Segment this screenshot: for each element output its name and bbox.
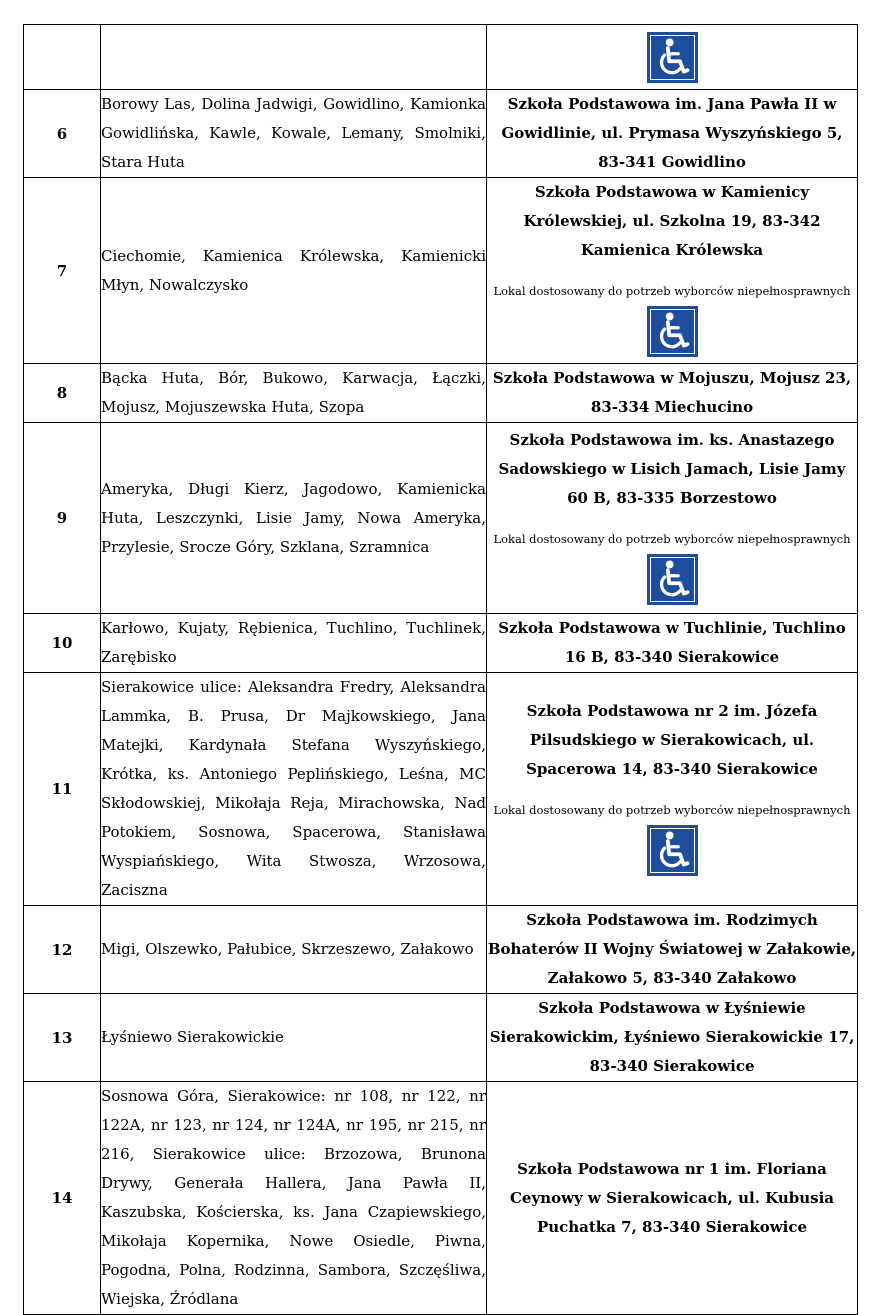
table-row <box>24 614 858 673</box>
table-row <box>24 90 858 178</box>
polling-place-name: Szkoła Podstawowa w Kamienicy Królewskiej, ul. Szkolna 19, 83-342 Kamienica Królewska <box>523 183 821 259</box>
accessibility-note: Lokal dostosowany do potrzeb wyborców niepełnosprawnych <box>493 802 851 817</box>
district-areas <box>101 25 487 90</box>
district-number: 12 <box>24 906 101 994</box>
polling-place-name: Szkoła Podstawowa nr 1 im. Floriana Ceynowy w Sierakowicach, ul. Kubusia Puchatka 7, 83-340 Sierakowice <box>509 1159 835 1236</box>
district-number: 14 <box>24 1082 101 1315</box>
district-areas: Borowy Las, Dolina Jadwigi, Gowidlino, Kamionka Gowidlińska, Kawle, Kowale, Lemany, Smolniki, Stara Huta <box>101 90 487 178</box>
district-areas: Ciechomie, Kamienica Królewska, Kamienicki Młyn, Nowalczysko <box>101 178 487 364</box>
district-number: 7 <box>24 178 101 364</box>
polling-place <box>487 1082 858 1315</box>
district-areas: Migi, Olszewko, Pałubice, Skrzeszewo, Załakowo <box>101 906 487 994</box>
polling-districts-table <box>23 24 858 1315</box>
polling-place <box>487 673 858 906</box>
polling-place <box>487 90 858 178</box>
district-areas: Sierakowice ulice: Aleksandra Fredry, Aleksandra Lammka, B. Prusa, Dr Majkowskiego, Jana Matejki, Kardynała Stefana Wyszyńskiego, Krótka, ks. Antoniego Peplińskiego, Leśna, MC Skłodowskiej, Mikołaja Reja, Mirachowska, Nad Potokiem, Sosnowa, Spacerowa, Stanisława Wyspiańskiego, Wita Stwosza, Wrzosowa, Zaciszna <box>101 673 487 906</box>
district-areas: Ameryka, Długi Kierz, Jagodowo, Kamienicka Huta, Leszczynki, Lisie Jamy, Nowa Ameryka, Przylesie, Srocze Góry, Szklana, Szramnica <box>101 423 487 614</box>
polling-place-name: Szkoła Podstawowa w Łyśniewie Sierakowickim, Łyśniewo Sierakowickie 17, 83-340 Sierakowice <box>489 999 855 1075</box>
polling-place <box>487 423 858 614</box>
polling-place-name: Szkoła Podstawowa nr 2 im. Józefa Pilsudskiego w Sierakowicach, ul. Spacerowa 14, 83-340 Sierakowice <box>526 701 818 778</box>
district-number: 11 <box>24 673 101 906</box>
table-row <box>24 1082 858 1315</box>
table-row <box>24 673 858 906</box>
wheelchair-icon <box>647 32 698 83</box>
polling-place <box>487 178 858 364</box>
table-row <box>24 178 858 364</box>
district-number: 8 <box>24 364 101 423</box>
polling-place-name: Szkoła Podstawowa im. ks. Anastazego Sadowskiego w Lisich Jamach, Lisie Jamy 60 B, 83-335 Borzestowo <box>498 430 846 507</box>
polling-place <box>487 994 858 1082</box>
polling-place <box>487 906 858 994</box>
wheelchair-icon <box>647 306 698 357</box>
district-areas: Sosnowa Góra, Sierakowice: nr 108, nr 122, nr 122A, nr 123, nr 124, nr 124A, nr 195, nr 215, nr 216, Sierakowice ulice: Brzozowa, Brunona Drywy, Generała Hallera, Jana Pawła II, Kaszubska, Kościerska, ks. Jana Czapiewskiego, Mikołaja Kopernika, Nowe Osiedle, Piwna, Pogodna, Polna, Rodzinna, Sambora, Szczęśliwa, Wiejska, Źródlana <box>101 1082 487 1315</box>
district-number: 10 <box>24 614 101 673</box>
accessibility-note: Lokal dostosowany do potrzeb wyborców niepełnosprawnych <box>493 531 851 546</box>
wheelchair-icon <box>647 825 698 876</box>
polling-place-name: Szkoła Podstawowa im. Rodzimych Bohaterów II Wojny Światowej w Załakowie, Załakowo 5, 83-340 Załakowo <box>487 911 857 987</box>
polling-place <box>487 25 858 90</box>
polling-place-name: Szkoła Podstawowa w Tuchlinie, Tuchlino 16 B, 83-340 Sierakowice <box>498 619 846 666</box>
district-areas: Łyśniewo Sierakowickie <box>101 994 487 1082</box>
table-row <box>24 423 858 614</box>
polling-place <box>487 614 858 673</box>
district-areas: Karłowo, Kujaty, Rębienica, Tuchlino, Tuchlinek, Zarębisko <box>101 614 487 673</box>
district-number: 6 <box>24 90 101 178</box>
district-number: 13 <box>24 994 101 1082</box>
polling-place <box>487 364 858 423</box>
wheelchair-icon <box>647 554 698 605</box>
table-row <box>24 994 858 1082</box>
polling-place-name: Szkoła Podstawowa im. Jana Pawła II w Gowidlinie, ul. Prymasa Wyszyńskiego 5, 83-341 Gowidlino <box>501 95 843 171</box>
district-number: 9 <box>24 423 101 614</box>
polling-place-name: Szkoła Podstawowa w Mojuszu, Mojusz 23, 83-334 Miechucino <box>492 369 852 416</box>
accessibility-note: Lokal dostosowany do potrzeb wyborców niepełnosprawnych <box>493 284 851 298</box>
table-row <box>24 25 858 90</box>
district-areas: Bącka Huta, Bór, Bukowo, Karwacja, Łączki, Mojusz, Mojuszewska Huta, Szopa <box>101 364 487 423</box>
table-row <box>24 906 858 994</box>
table-row <box>24 364 858 423</box>
district-number <box>24 25 101 90</box>
